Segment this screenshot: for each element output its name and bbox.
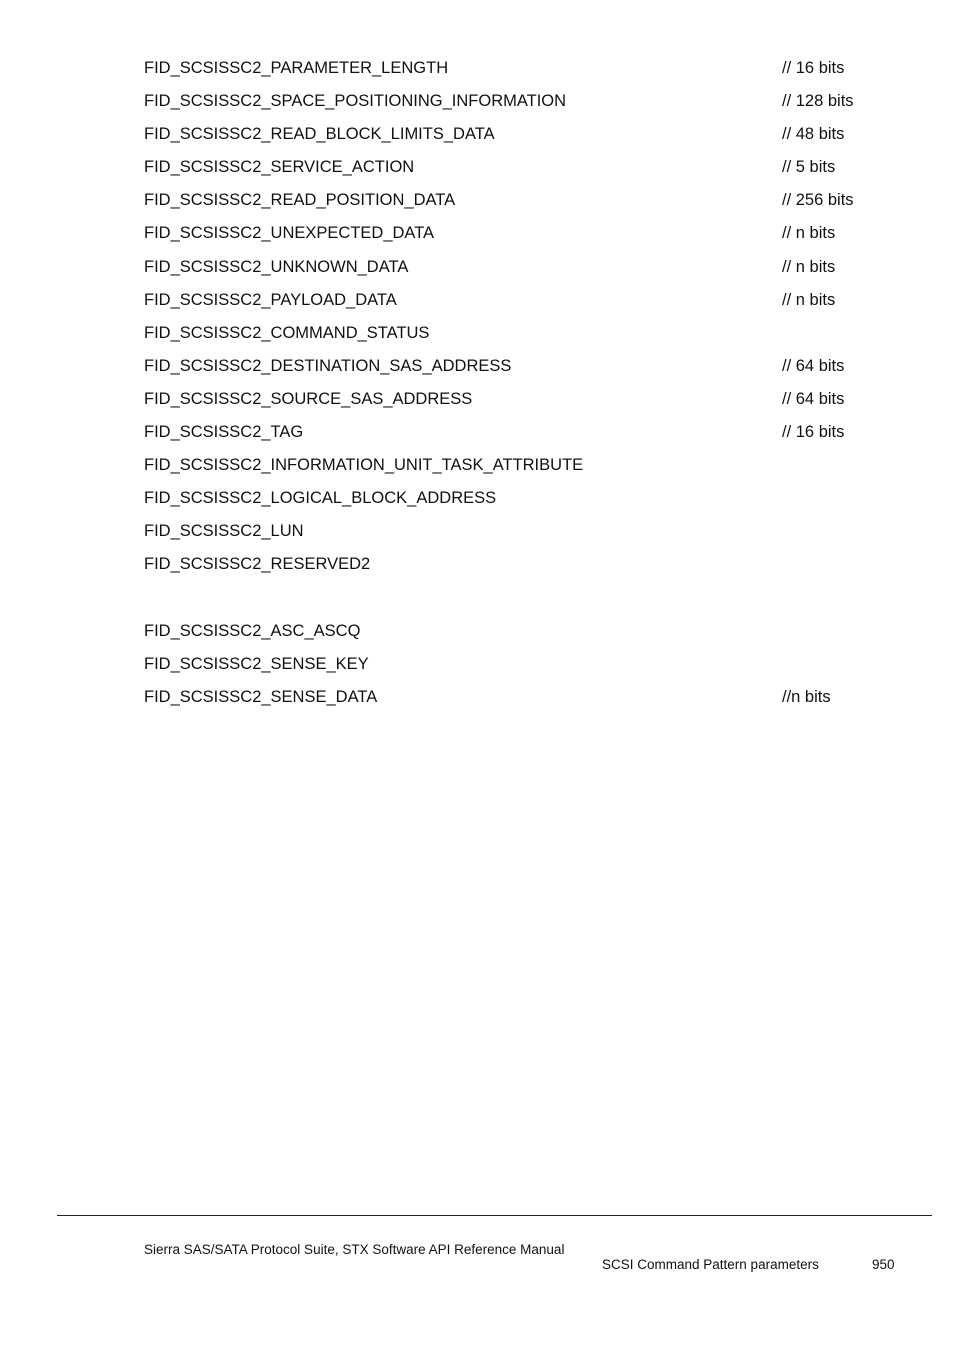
parameter-name: FID_SCSISSC2_LOGICAL_BLOCK_ADDRESS xyxy=(144,489,497,508)
parameter-comment: // n bits xyxy=(782,257,836,276)
parameter-comment: // 64 bits xyxy=(782,356,845,375)
parameter-row xyxy=(144,85,884,118)
parameter-row xyxy=(144,681,884,714)
parameter-comment: // 256 bits xyxy=(782,191,854,210)
parameter-name: FID_SCSISSC2_ASC_ASCQ xyxy=(144,621,361,640)
parameter-row xyxy=(144,151,884,184)
parameter-name: FID_SCSISSC2_PARAMETER_LENGTH xyxy=(144,59,449,77)
parameter-row xyxy=(144,251,884,284)
parameter-comment: //n bits xyxy=(782,687,831,706)
parameter-row xyxy=(144,217,884,250)
footer-divider xyxy=(57,1215,932,1216)
parameter-name: FID_SCSISSC2_COMMAND_STATUS xyxy=(144,323,430,342)
parameter-comment: // 128 bits xyxy=(782,92,854,111)
parameter-name: FID_SCSISSC2_SPACE_POSITIONING_INFORMATION xyxy=(144,92,567,111)
parameter-row xyxy=(144,118,884,151)
parameter-row xyxy=(144,416,884,449)
parameter-name: FID_SCSISSC2_DESTINATION_SAS_ADDRESS xyxy=(144,356,512,375)
parameter-comment: // 16 bits xyxy=(782,59,845,77)
footer-section-title: SCSI Command Pattern parameters xyxy=(602,1257,819,1272)
parameter-comment: // 16 bits xyxy=(782,423,845,442)
footer-page-number: 950 xyxy=(872,1257,895,1272)
parameter-row xyxy=(144,383,884,416)
parameter-name: FID_SCSISSC2_UNKNOWN_DATA xyxy=(144,257,409,276)
parameter-row xyxy=(144,615,884,648)
parameter-row xyxy=(144,648,884,681)
parameter-row xyxy=(144,284,884,317)
parameter-row xyxy=(144,449,884,482)
blank-row xyxy=(144,582,884,615)
parameter-list xyxy=(144,52,884,714)
parameter-name: FID_SCSISSC2_SENSE_DATA xyxy=(144,687,378,706)
parameter-name: FID_SCSISSC2_READ_POSITION_DATA xyxy=(144,191,456,210)
parameter-name: FID_SCSISSC2_LUN xyxy=(144,522,304,541)
parameter-comment: // 64 bits xyxy=(782,389,845,408)
parameter-comment: // 5 bits xyxy=(782,158,836,177)
parameter-name: FID_SCSISSC2_SERVICE_ACTION xyxy=(144,158,415,177)
parameter-comment: // n bits xyxy=(782,290,836,309)
parameter-row xyxy=(144,350,884,383)
parameter-comment: // n bits xyxy=(782,224,836,243)
parameter-name: FID_SCSISSC2_RESERVED2 xyxy=(144,555,371,574)
parameter-name: FID_SCSISSC2_SENSE_KEY xyxy=(144,654,369,673)
parameter-name: FID_SCSISSC2_READ_BLOCK_LIMITS_DATA xyxy=(144,125,495,144)
parameter-name: FID_SCSISSC2_PAYLOAD_DATA xyxy=(144,290,397,309)
parameter-row xyxy=(144,548,884,581)
parameter-row xyxy=(144,52,884,85)
parameter-row xyxy=(144,515,884,548)
parameter-name: FID_SCSISSC2_UNEXPECTED_DATA xyxy=(144,224,435,243)
parameter-name: FID_SCSISSC2_SOURCE_SAS_ADDRESS xyxy=(144,389,473,408)
parameter-row xyxy=(144,482,884,515)
parameter-row xyxy=(144,317,884,350)
parameter-row xyxy=(144,184,884,217)
parameter-name: FID_SCSISSC2_INFORMATION_UNIT_TASK_ATTRIBUTE xyxy=(144,456,584,475)
parameter-comment: // 48 bits xyxy=(782,125,845,144)
footer-manual-title: Sierra SAS/SATA Protocol Suite, STX Software API Reference Manual xyxy=(144,1242,565,1257)
parameter-name: FID_SCSISSC2_TAG xyxy=(144,423,304,442)
